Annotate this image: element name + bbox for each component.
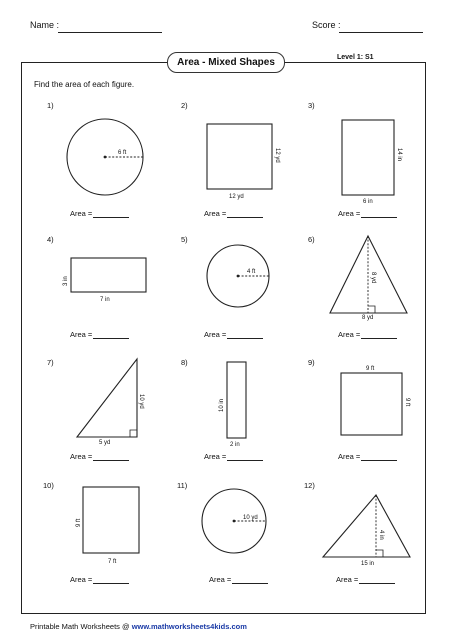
area-answer: Area = — [338, 452, 397, 461]
dimension-label: 10 in — [219, 398, 225, 412]
dimension-label: 3 in — [63, 276, 69, 286]
figure-right-triangle — [77, 359, 144, 446]
area-answer: Area = — [70, 330, 129, 339]
dimension-label: 8 yd — [362, 315, 374, 321]
level-label: Level 1: S1 — [337, 54, 374, 61]
dimension-label: 10 yd — [243, 515, 258, 521]
dimension-label: 12 yd — [229, 194, 244, 200]
problem-number: 2) — [181, 101, 188, 110]
dimension-label: 6 in — [363, 199, 373, 205]
dimension-label: 6 ft — [118, 150, 127, 156]
area-answer: Area = — [338, 209, 397, 218]
problem-number: 11) — [177, 481, 188, 490]
problem-number: 1) — [47, 101, 54, 110]
figure-rectangle — [63, 258, 146, 303]
dimension-label: 5 yd — [99, 440, 111, 446]
problem-number: 7) — [47, 358, 54, 367]
score-label: Score : — [312, 20, 341, 30]
dimension-label: 8 yd — [370, 272, 376, 284]
instruction-text: Find the area of each figure. — [34, 80, 135, 89]
area-answer: Area = — [204, 209, 263, 218]
name-label: Name : — [30, 20, 60, 30]
area-answer: Area = — [204, 330, 263, 339]
area-answer: Area = — [70, 575, 129, 584]
footer-text: Printable Math Worksheets @ — [30, 622, 132, 631]
dimension-label: 4 ft — [247, 269, 256, 275]
problem-number: 6) — [308, 235, 315, 244]
dimension-label: 9 ft — [76, 518, 82, 527]
dimension-label: 14 in — [396, 148, 402, 162]
footer — [30, 622, 247, 631]
figure-square — [76, 487, 139, 565]
dimension-label: 15 in — [361, 561, 375, 567]
figure-circle — [67, 119, 143, 195]
area-answer: Area = — [209, 575, 268, 584]
dimension-label: 9 ft — [404, 398, 410, 407]
area-answer: Area = — [70, 452, 129, 461]
dimension-label: 2 in — [230, 442, 240, 448]
figure-circle — [207, 245, 269, 307]
problem-number: 9) — [308, 358, 315, 367]
figure-triangle — [323, 495, 410, 567]
area-answer: Area = — [204, 452, 263, 461]
problem-number: 4) — [47, 235, 54, 244]
figure-square — [341, 366, 410, 435]
dimension-label: 7 ft — [108, 559, 117, 565]
problem-number: 12) — [304, 481, 315, 490]
dimension-label: 10 yd — [138, 394, 144, 409]
problem-number: 3) — [308, 101, 315, 110]
dimension-label: 12 yd — [274, 148, 280, 163]
problem-number: 8) — [181, 358, 188, 367]
problem-number: 5) — [181, 235, 188, 244]
figure-rectangle — [219, 362, 246, 448]
dimension-label: 4 in — [378, 530, 384, 540]
area-answer: Area = — [336, 575, 395, 584]
figure-rectangle — [342, 120, 402, 205]
area-answer: Area = — [70, 209, 129, 218]
figure-circle — [202, 489, 266, 553]
problem-number: 10) — [43, 481, 54, 490]
figure-triangle — [330, 236, 407, 321]
area-answer: Area = — [338, 330, 397, 339]
dimension-label: 7 in — [100, 297, 110, 303]
worksheet-title: Area - Mixed Shapes — [167, 52, 285, 73]
figure-square — [207, 124, 280, 200]
footer-link[interactable]: www.mathworksheets4kids.com — [131, 622, 247, 631]
dimension-label: 9 ft — [366, 366, 375, 372]
